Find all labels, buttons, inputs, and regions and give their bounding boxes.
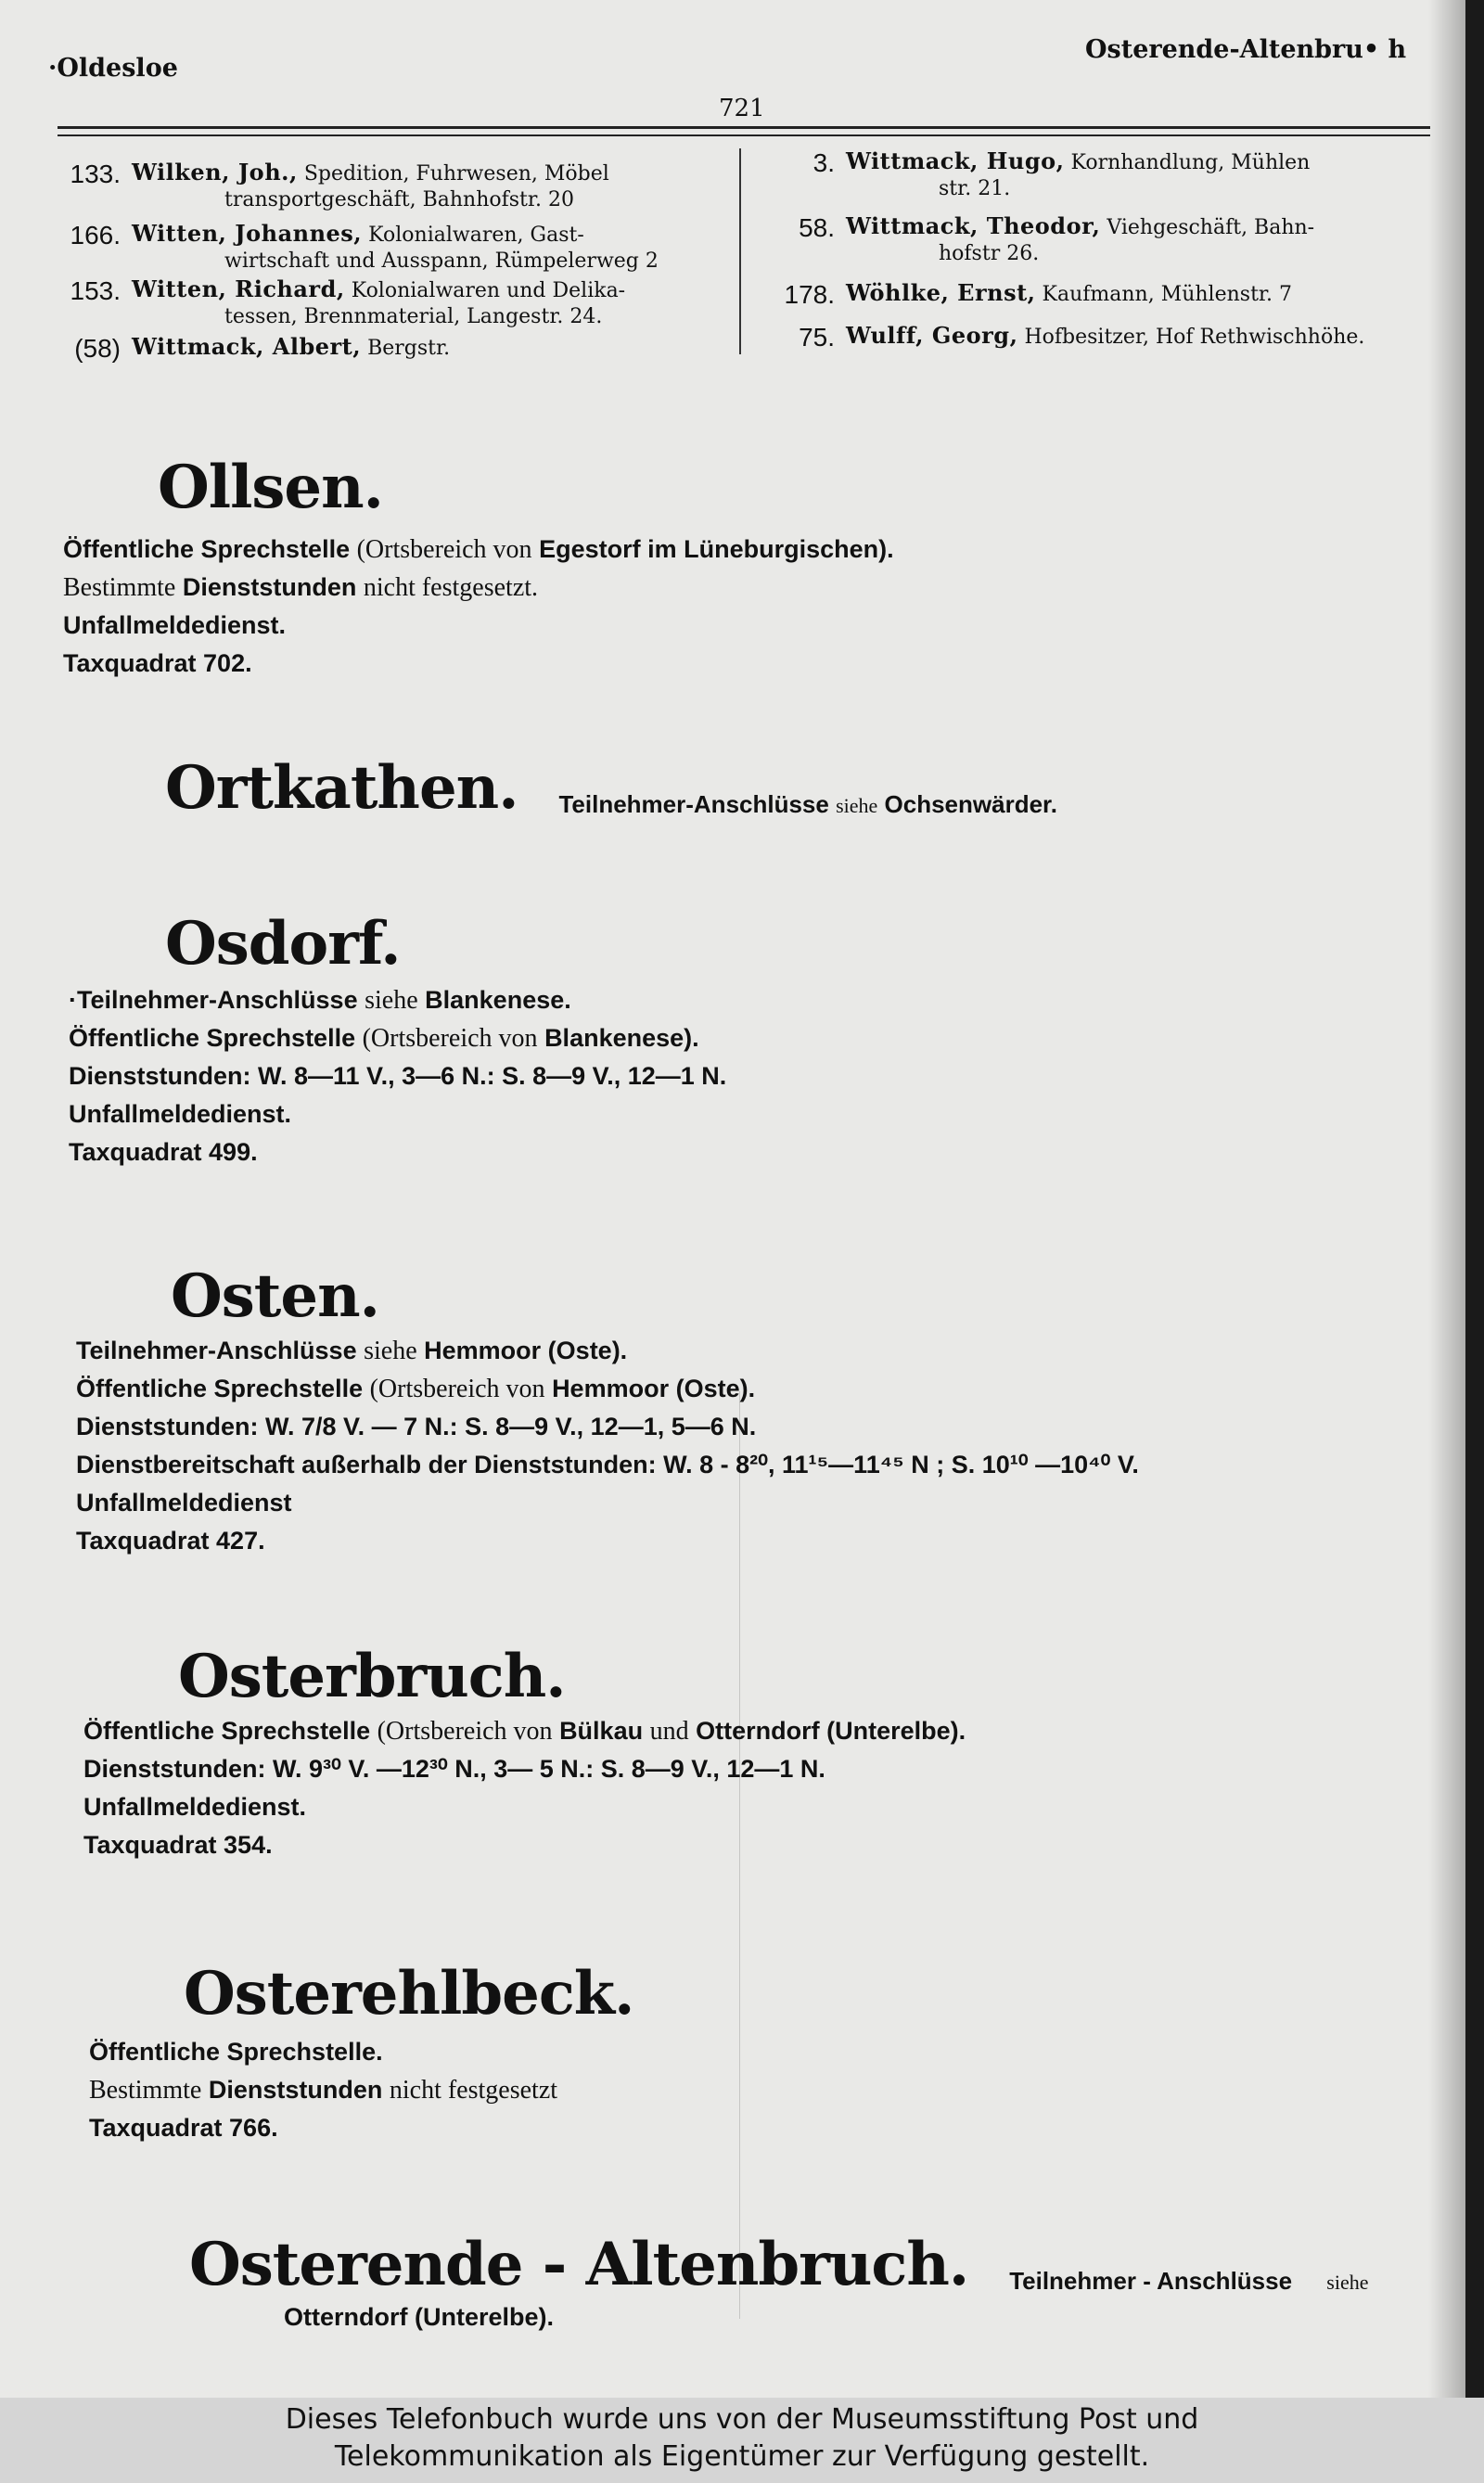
footer-notice	[0, 2398, 1484, 2483]
text-normal: Bestimmte	[89, 2076, 202, 2105]
text-bold: Ochsenwärder.	[884, 789, 1057, 818]
text-bold: Dienststunden	[208, 2076, 383, 2104]
header-rule	[58, 126, 1430, 129]
entry-detail-cont: str. 21.	[939, 177, 1011, 200]
entry-name: Wittmack, Theodor,	[846, 212, 1101, 239]
entry-detail-cont: wirtschaft und Ausspann, Rümpelerweg 2	[224, 250, 659, 273]
section-osten-body	[76, 1332, 1139, 1560]
text-bold: Hemmoor (Oste).	[552, 1375, 756, 1402]
text-bold: Blankenese).	[544, 1024, 699, 1052]
section-ortkathen	[165, 753, 1057, 824]
entry-detail: Bergstr.	[367, 337, 451, 360]
text-bold: Öffentliche Sprechstelle	[76, 1375, 364, 1402]
section-osdorf-body	[69, 981, 726, 1171]
entry-detail: Kolonialwaren, Gast-	[368, 224, 584, 247]
section-line: Taxquadrat 702.	[63, 649, 252, 677]
section-line	[76, 1370, 1139, 1408]
section-line: Taxquadrat 499.	[69, 1138, 258, 1166]
text-bold: Öffentliche Sprechstelle	[63, 535, 351, 563]
entry-name: Wilken, Joh.,	[132, 159, 298, 186]
section-line	[63, 569, 894, 607]
text-bold: Teilnehmer-Anschlüsse	[76, 1337, 357, 1364]
entry-detail: Spedition, Fuhrwesen, Möbel	[303, 162, 609, 186]
page-number: 721	[719, 95, 765, 122]
text-normal: nicht festgesetzt	[389, 2076, 558, 2105]
text-bold: Egestorf im Lüneburgischen).	[539, 535, 894, 563]
section-osterende	[189, 2230, 1369, 2300]
text-bold: Blankenese.	[425, 986, 571, 1014]
section-title: Osdorf.	[165, 909, 401, 979]
text-bold: Teilnehmer-Anschlüsse	[558, 789, 829, 818]
entry-detail: Kornhandlung, Mühlen	[1070, 151, 1311, 174]
entry-detail-cont: transportgeschäft, Bahnhofstr. 20	[224, 188, 574, 211]
entry-name: Witten, Richard,	[132, 275, 345, 302]
text-normal: (Ortsbereich von	[377, 1717, 553, 1746]
section-osterehlbeck-body	[89, 2033, 557, 2147]
section-line	[76, 1332, 1139, 1370]
section-ollsen	[158, 453, 383, 523]
section-line	[69, 981, 726, 1019]
entry-name: Wittmack, Hugo,	[846, 147, 1065, 174]
text-bold: Bülkau	[559, 1717, 644, 1745]
entry-name: Wöhlke, Ernst,	[846, 279, 1036, 306]
text-normal: (Ortsbereich von	[369, 1375, 545, 1403]
text-bold: Teilnehmer - Anschlüsse	[1009, 2266, 1293, 2295]
entry-number: 153.	[70, 276, 121, 305]
text-normal: und	[649, 1717, 689, 1746]
text-normal: siehe	[364, 1337, 417, 1365]
entry-name: Witten, Johannes,	[132, 220, 363, 247]
section-line: Unfallmeldedienst.	[69, 1100, 292, 1128]
section-osterbruch-body	[83, 1712, 966, 1864]
section-title: Osterende - Altenbruch.	[189, 2230, 969, 2299]
text-bold: Öffentliche Sprechstelle	[83, 1717, 371, 1745]
section-line: Dienststunden: W. 9³⁰ V. —12³⁰ N., 3— 5 N.: S. 8—9 V., 12—1 N.	[83, 1755, 825, 1783]
entry-detail: Hofbesitzer, Hof Rethwischhöhe.	[1024, 326, 1365, 349]
section-osterbruch	[178, 1642, 566, 1712]
section-line	[63, 531, 894, 569]
footer-line: Telekommunikation als Eigentümer zur Verfügung gestellt.	[334, 2440, 1150, 2473]
header-right-place: Osterende-Altenbru• h	[1085, 35, 1407, 64]
entry-number: (58)	[74, 334, 121, 363]
entry-number: 133.	[70, 160, 121, 188]
entry-number: 3.	[812, 148, 835, 177]
section-line	[89, 2071, 557, 2109]
column-divider	[739, 148, 741, 354]
text-bold: Dienststunden	[182, 573, 357, 601]
entry-detail-cont: hofstr 26.	[939, 242, 1040, 265]
section-title: Ollsen.	[158, 453, 383, 522]
section-line: Dienststunden: W. 8—11 V., 3—6 N.: S. 8—9 V., 12—1 N.	[69, 1062, 727, 1090]
section-line: Dienststunden: W. 7/8 V. — 7 N.: S. 8—9 V., 12—1, 5—6 N.	[76, 1413, 757, 1440]
section-line: Dienstbereitschaft außerhalb der Dienststunden: W. 8 - 8²⁰, 11¹⁵—11⁴⁵ N ; S. 10¹⁰ —10⁴⁰ V.	[76, 1451, 1139, 1478]
entry-detail: Kaufmann, Mühlenstr. 7	[1042, 283, 1292, 306]
section-title: Osten.	[171, 1261, 379, 1331]
section-line: Unfallmeldedienst.	[63, 611, 287, 639]
text-normal: (Ortsbereich von	[356, 535, 532, 564]
section-line: Taxquadrat 354.	[83, 1831, 273, 1859]
entry-number: 166.	[70, 221, 121, 250]
entry-number: 58.	[799, 213, 835, 242]
page-edge-shadow	[1428, 0, 1465, 2398]
text-normal: siehe	[365, 986, 418, 1015]
header-rule-thin	[58, 134, 1430, 136]
entry-number: 75.	[799, 323, 835, 352]
entry-detail-cont: tessen, Brennmaterial, Langestr. 24.	[224, 305, 603, 328]
section-title: Osterbruch.	[178, 1642, 566, 1711]
section-line	[83, 1712, 966, 1750]
text-normal: (Ortsbereich von	[362, 1024, 538, 1053]
text-normal: siehe	[836, 793, 878, 817]
entry-detail: Viehgeschäft, Bahn-	[1107, 216, 1315, 239]
section-note	[558, 790, 1056, 819]
section-title: Osterehlbeck.	[184, 1959, 634, 2029]
section-line: Unfallmeldedienst.	[83, 1793, 307, 1821]
section-note	[1009, 2267, 1368, 2296]
section-line: Taxquadrat 766.	[89, 2114, 278, 2142]
text-bold: Otterndorf (Unterelbe).	[696, 1717, 966, 1745]
section-ollsen-body	[63, 531, 894, 683]
text-bold: ·Teilnehmer-Anschlüsse	[69, 986, 358, 1014]
section-line	[69, 1019, 726, 1057]
section-osdorf	[165, 909, 400, 979]
section-osten	[171, 1261, 379, 1332]
entry-name: Wittmack, Albert,	[132, 333, 362, 360]
section-osterehlbeck	[184, 1959, 633, 2029]
header-left-place: ·Oldesloe	[48, 54, 178, 83]
text-normal: Bestimmte	[63, 573, 176, 602]
footer-line: Dieses Telefonbuch wurde uns von der Museumsstiftung Post und	[285, 2403, 1199, 2436]
text-bold: Öffentliche Sprechstelle	[69, 1024, 356, 1052]
section-title: Ortkathen.	[165, 753, 518, 823]
text-normal: siehe	[1326, 2270, 1369, 2294]
section-line: Taxquadrat 427.	[76, 1527, 265, 1555]
section-osterende-body	[284, 2298, 554, 2336]
section-line: Unfallmeldedienst	[76, 1489, 292, 1517]
section-line: Öffentliche Sprechstelle.	[89, 2038, 383, 2066]
entry-detail: Kolonialwaren und Delika-	[351, 279, 626, 302]
section-line: Otterndorf (Unterelbe).	[284, 2303, 555, 2331]
text-bold: Hemmoor (Oste).	[424, 1337, 628, 1364]
text-normal: nicht festgesetzt.	[363, 573, 539, 602]
entry-name: Wulff, Georg,	[846, 322, 1018, 349]
entry-number: 178.	[784, 280, 835, 309]
